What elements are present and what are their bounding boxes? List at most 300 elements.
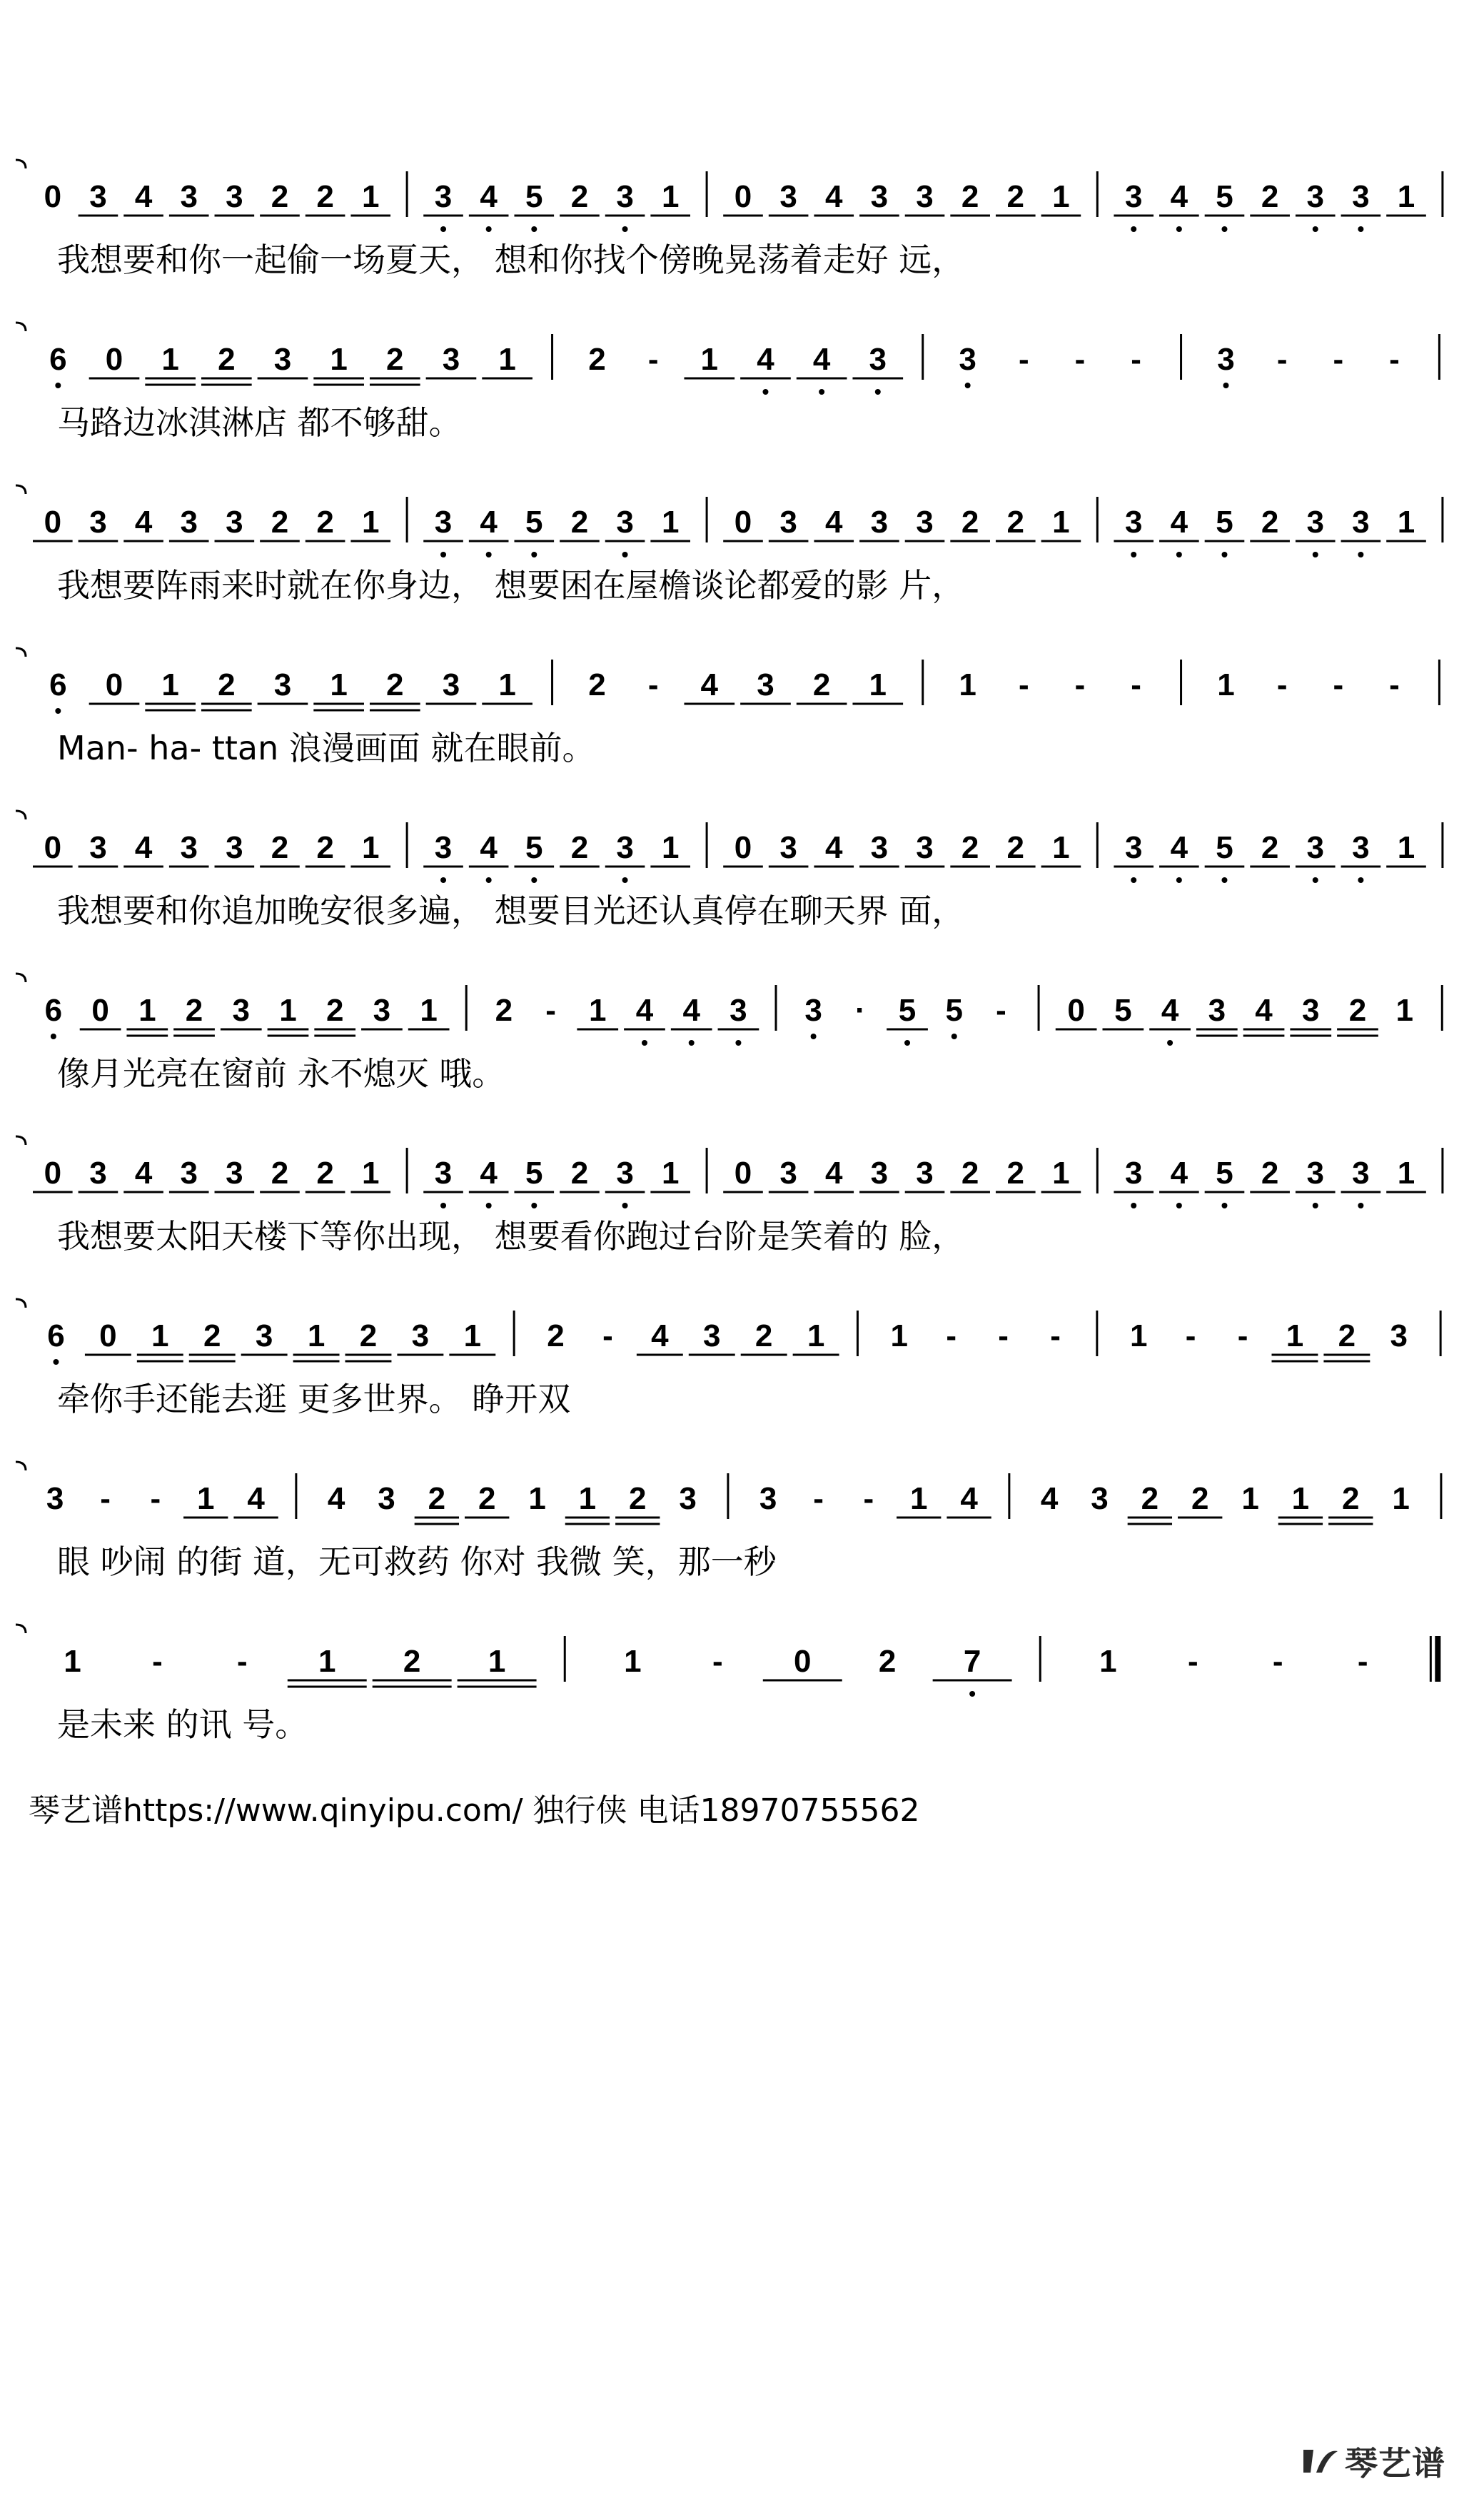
note: 7 (963, 1644, 981, 1679)
lower-octave-dot (440, 552, 446, 557)
note: 1 (1217, 667, 1235, 702)
lyric-line: 牵你手还能去逛 更多世界。 睁开双 (57, 1380, 571, 1418)
note: - (1276, 667, 1288, 702)
lower-octave-dot (1176, 226, 1182, 232)
note: 3 (616, 179, 634, 214)
lower-octave-dot (1358, 1203, 1363, 1208)
note: 2 (961, 179, 979, 214)
lower-octave-dot (952, 1034, 957, 1039)
note: 3 (442, 342, 460, 377)
note: 3 (804, 993, 822, 1028)
note: 5 (1216, 1156, 1233, 1191)
note: 2 (570, 1156, 589, 1191)
note: 3 (1306, 505, 1324, 540)
note: 2 (547, 1318, 565, 1353)
lower-octave-dot (55, 383, 61, 388)
site-logo (1301, 2440, 1458, 2483)
note: - (602, 1318, 613, 1353)
note: - (1074, 342, 1086, 377)
note: 5 (945, 993, 963, 1028)
note: 3 (46, 1481, 64, 1516)
note: 1 (318, 1644, 336, 1679)
lyric-line: 我想要和你追加晚安很多遍， 想要目光还认真停在聊天界 面， (57, 892, 965, 930)
lower-octave-dot (969, 1691, 975, 1697)
note: 1 (661, 830, 680, 865)
lower-octave-dot (622, 552, 628, 557)
note: 3 (226, 830, 243, 865)
note: 1 (578, 1481, 597, 1516)
note: 3 (411, 1318, 430, 1353)
note: 1 (488, 1644, 506, 1679)
note: 4 (327, 1481, 345, 1516)
system-start-mark (16, 1299, 26, 1308)
note: 2 (359, 1318, 378, 1353)
note: 2 (570, 830, 589, 865)
note: 0 (44, 830, 62, 865)
note: 3 (1124, 179, 1143, 214)
lower-octave-dot (531, 226, 537, 232)
note: 2 (1006, 505, 1025, 540)
note: - (150, 1481, 161, 1516)
note: 4 (134, 830, 153, 865)
lower-octave-dot (486, 552, 492, 557)
lower-octave-dot (1221, 877, 1227, 883)
note: - (1333, 342, 1344, 377)
note: 3 (378, 1481, 395, 1516)
note: 0 (734, 179, 752, 214)
lyric-line: 我想要太阳天楼下等你出现， 想要看你跑过台阶是笑着的 脸， (57, 1217, 965, 1256)
note: - (545, 993, 556, 1028)
note: 6 (49, 342, 67, 377)
note: 3 (916, 1156, 934, 1191)
note: 5 (1216, 505, 1233, 540)
lower-octave-dot (1221, 552, 1227, 557)
note: 2 (588, 667, 606, 702)
note: 4 (480, 1156, 498, 1191)
note: 1 (361, 505, 380, 540)
note: 4 (1040, 1481, 1059, 1516)
note: 3 (1306, 830, 1324, 865)
note: 3 (870, 1156, 889, 1191)
note: 2 (629, 1481, 647, 1516)
lower-octave-dot (1358, 226, 1363, 232)
lower-octave-dot (51, 1034, 56, 1039)
lyric-line: 像月光亮在窗前 永不熄灭 哦。 (57, 1054, 505, 1093)
note: 2 (218, 342, 236, 377)
note: 3 (870, 830, 889, 865)
note: 2 (1261, 505, 1279, 540)
system-start-mark (16, 1136, 26, 1145)
lower-octave-dot (486, 226, 492, 232)
note: 1 (1397, 179, 1415, 214)
lower-octave-dot (689, 1040, 695, 1046)
note: 3 (1124, 830, 1143, 865)
note: - (1131, 667, 1141, 702)
system-start-mark (16, 811, 26, 819)
note: 2 (1348, 993, 1367, 1028)
lower-octave-dot (1176, 1203, 1182, 1208)
note: 1 (1395, 993, 1413, 1028)
system-start-mark (16, 1625, 26, 1633)
system-start-mark (16, 648, 26, 657)
lower-octave-dot (1176, 877, 1182, 883)
note: 0 (44, 179, 62, 214)
note: 2 (386, 667, 404, 702)
note: 2 (1006, 1156, 1025, 1191)
note: 2 (316, 830, 334, 865)
note: 2 (570, 505, 589, 540)
lower-octave-dot (1131, 877, 1136, 883)
note: 5 (525, 505, 543, 540)
note: 1 (1241, 1481, 1259, 1516)
note: 3 (180, 1156, 198, 1191)
note: 1 (869, 667, 887, 702)
lower-octave-dot (1223, 383, 1228, 388)
note: 5 (898, 993, 917, 1028)
lyric-line: 是未来 的讯 号。 (57, 1705, 308, 1744)
note: 1 (661, 179, 680, 214)
note: 2 (1338, 1318, 1356, 1353)
note: 3 (273, 342, 292, 377)
note: 2 (271, 179, 289, 214)
note: 1 (1052, 505, 1070, 540)
note: 4 (1255, 993, 1273, 1028)
lower-octave-dot (1131, 226, 1136, 232)
note: 3 (1208, 993, 1226, 1028)
note: - (1050, 1318, 1061, 1353)
note: 2 (1261, 179, 1279, 214)
note: 0 (105, 667, 123, 702)
note: 3 (226, 179, 243, 214)
note: 4 (1170, 179, 1188, 214)
note: - (647, 667, 659, 702)
note: 1 (64, 1644, 81, 1679)
note: 1 (661, 505, 680, 540)
note: 1 (890, 1318, 909, 1353)
lyric-line: 我想要和你一起偷一场夏天， 想和你找个傍晚晃荡着走好 远， (57, 241, 965, 279)
note: 5 (1216, 830, 1233, 865)
note: 2 (316, 505, 334, 540)
note: - (1018, 342, 1029, 377)
note: 1 (1397, 830, 1415, 865)
note: - (1185, 1318, 1196, 1353)
note: 1 (1397, 1156, 1415, 1191)
note: 1 (1392, 1481, 1410, 1516)
note: 3 (1352, 830, 1370, 865)
note: 3 (779, 179, 797, 214)
note: 6 (49, 667, 67, 702)
note: 1 (330, 667, 348, 702)
note: 3 (434, 179, 453, 214)
lower-octave-dot (622, 877, 628, 883)
note: 0 (734, 830, 752, 865)
lower-octave-dot (1313, 552, 1318, 557)
note: 3 (442, 667, 460, 702)
lower-octave-dot (735, 1040, 741, 1046)
note: 3 (916, 179, 934, 214)
note: 5 (525, 830, 543, 865)
lower-octave-dot (819, 389, 824, 395)
lower-octave-dot (1131, 1203, 1136, 1208)
note: 4 (480, 505, 498, 540)
lower-octave-dot (1358, 552, 1363, 557)
note: 3 (434, 830, 453, 865)
note: 4 (1170, 505, 1188, 540)
note: 3 (89, 1156, 107, 1191)
note: 2 (495, 993, 513, 1028)
note: 3 (1124, 505, 1143, 540)
note: - (1333, 667, 1344, 702)
lower-octave-dot (1313, 877, 1318, 883)
note: 3 (180, 830, 198, 865)
note: - (996, 993, 1006, 1028)
lower-octave-dot (440, 226, 446, 232)
note: 2 (588, 342, 606, 377)
note: 0 (44, 1156, 62, 1191)
note: 3 (373, 993, 391, 1028)
note: 2 (386, 342, 404, 377)
lower-octave-dot (762, 389, 768, 395)
note: 3 (959, 342, 976, 377)
note: 1 (624, 1644, 642, 1679)
note: - (813, 1481, 824, 1516)
note: - (998, 1318, 1009, 1353)
footer-credit: 琴艺谱https://www.qinyipu.com/ 独行侠 电话18970755562 (29, 1792, 920, 1829)
note: 4 (480, 830, 498, 865)
logo-text: 琴艺谱 (1345, 2444, 1445, 2483)
note: 3 (1306, 1156, 1324, 1191)
note: 1 (138, 993, 156, 1028)
note: 0 (734, 1156, 752, 1191)
note: 4 (651, 1318, 669, 1353)
system-start-mark (16, 974, 26, 982)
note: 3 (616, 505, 634, 540)
system-start-mark (16, 1462, 26, 1470)
note: 1 (361, 179, 380, 214)
note: 1 (700, 342, 719, 377)
note: 1 (1286, 1318, 1304, 1353)
note: 2 (1006, 179, 1025, 214)
note: 1 (151, 1318, 169, 1353)
lower-octave-dot (1313, 226, 1318, 232)
lower-octave-dot (965, 383, 971, 388)
note: - (647, 342, 659, 377)
note: - (152, 1644, 163, 1679)
note: 2 (203, 1318, 221, 1353)
note: 3 (180, 179, 198, 214)
note: 4 (960, 1481, 978, 1516)
note: 1 (1052, 830, 1070, 865)
note: 3 (434, 505, 453, 540)
note: 1 (279, 993, 297, 1028)
note: 1 (589, 993, 607, 1028)
note: 2 (812, 667, 831, 702)
note: 1 (498, 342, 516, 377)
note: 4 (1170, 1156, 1188, 1191)
note: - (236, 1644, 248, 1679)
note: 4 (825, 830, 843, 865)
note: 3 (869, 342, 887, 377)
note: 5 (1216, 179, 1233, 214)
note: 2 (961, 505, 979, 540)
note: 0 (794, 1644, 812, 1679)
note: 1 (498, 667, 516, 702)
note: 3 (89, 830, 107, 865)
note: 3 (232, 993, 250, 1028)
note: 1 (807, 1318, 825, 1353)
note: 3 (916, 505, 934, 540)
note: 0 (1067, 993, 1085, 1028)
note: 3 (757, 667, 774, 702)
note: 4 (134, 1156, 153, 1191)
note: - (1074, 667, 1086, 702)
note: 5 (525, 179, 543, 214)
note: - (1187, 1644, 1198, 1679)
note: 4 (480, 179, 498, 214)
lower-octave-dot (875, 389, 881, 395)
note: 4 (825, 1156, 843, 1191)
note: - (1357, 1644, 1368, 1679)
note: 3 (1352, 179, 1370, 214)
note: 3 (703, 1318, 721, 1353)
note: 3 (180, 505, 198, 540)
lyric-line: 马路边冰淇淋店 都不够甜。 (57, 403, 462, 442)
lower-octave-dot (1313, 1203, 1318, 1208)
note: 1 (420, 993, 438, 1028)
note: 4 (1161, 993, 1179, 1028)
lower-octave-dot (622, 1203, 628, 1208)
note: 1 (1129, 1318, 1148, 1353)
lower-octave-dot (440, 877, 446, 883)
note: 3 (616, 830, 634, 865)
note: - (1389, 667, 1400, 702)
note: 2 (878, 1644, 897, 1679)
note: 3 (916, 830, 934, 865)
note: 2 (1006, 830, 1025, 865)
lower-octave-dot (904, 1040, 910, 1046)
note: 3 (89, 505, 107, 540)
lyric-line: Man- ha- ttan 浪漫画面 就在眼前。 (57, 729, 595, 767)
note: - (1131, 342, 1141, 377)
lower-octave-dot (1167, 1040, 1173, 1046)
note: 4 (635, 993, 654, 1028)
logo-mark-icon (1301, 2444, 1341, 2478)
lower-octave-dot (811, 1034, 817, 1039)
lower-octave-dot (531, 552, 537, 557)
note: 3 (1217, 342, 1235, 377)
note: 0 (734, 505, 752, 540)
note: 3 (1352, 1156, 1370, 1191)
note: 1 (161, 667, 179, 702)
note: 1 (661, 1156, 680, 1191)
note: 0 (91, 993, 109, 1028)
system-start-mark (16, 160, 26, 168)
note: - (1389, 342, 1400, 377)
note: 4 (825, 179, 843, 214)
note: 4 (1170, 830, 1188, 865)
note: 3 (89, 179, 107, 214)
lyric-line: 眼 吵闹 的街 道，无可救药 你对 我微 笑，那一秒 (57, 1543, 777, 1581)
note: 3 (779, 830, 797, 865)
note: 3 (870, 505, 889, 540)
note: 4 (700, 667, 719, 702)
lower-octave-dot (1221, 226, 1227, 232)
note: 3 (255, 1318, 273, 1353)
note: 6 (44, 993, 63, 1028)
note: 2 (403, 1644, 421, 1679)
note: 2 (271, 1156, 289, 1191)
note: 2 (271, 830, 289, 865)
note: 3 (1091, 1481, 1109, 1516)
lyric-line: 我想要阵雨来时就在你身边， 想要困在屋檐谈论都爱的影 片， (57, 566, 965, 605)
note: 1 (1397, 505, 1415, 540)
note: - (946, 1318, 957, 1353)
note: 4 (134, 179, 153, 214)
note: 2 (316, 179, 334, 214)
note: 1 (361, 830, 380, 865)
note: 2 (570, 179, 589, 214)
note: - (100, 1481, 111, 1516)
note: 3 (1390, 1318, 1408, 1353)
note: - (1237, 1318, 1248, 1353)
note: 1 (1052, 179, 1070, 214)
lower-octave-dot (531, 877, 537, 883)
note: 2 (1141, 1481, 1159, 1516)
note: 1 (1052, 1156, 1070, 1191)
lower-octave-dot (1176, 552, 1182, 557)
note: 3 (779, 1156, 797, 1191)
lower-octave-dot (53, 1359, 59, 1365)
note: 2 (961, 830, 979, 865)
lower-octave-dot (1358, 877, 1363, 883)
note: 2 (1261, 830, 1279, 865)
note: 3 (273, 667, 292, 702)
note: 1 (1099, 1644, 1117, 1679)
note: 4 (757, 342, 774, 377)
note: 4 (812, 342, 831, 377)
note: 5 (1114, 993, 1132, 1028)
note: 2 (1191, 1481, 1209, 1516)
note: 4 (682, 993, 700, 1028)
note: 3 (779, 505, 797, 540)
note: 1 (463, 1318, 482, 1353)
lower-octave-dot (642, 1040, 647, 1046)
note: 2 (271, 505, 289, 540)
note: 3 (1352, 505, 1370, 540)
note: 1 (1291, 1481, 1310, 1516)
note: 1 (909, 1481, 928, 1516)
note: 2 (1342, 1481, 1360, 1516)
note: 4 (825, 505, 843, 540)
note: 4 (247, 1481, 265, 1516)
note: 5 (525, 1156, 543, 1191)
system-start-mark (16, 323, 26, 331)
lower-octave-dot (55, 708, 61, 714)
lower-octave-dot (1221, 1203, 1227, 1208)
note: 1 (528, 1481, 546, 1516)
note: 1 (361, 1156, 380, 1191)
note: 6 (47, 1318, 65, 1353)
note: 3 (730, 993, 747, 1028)
note: 0 (44, 505, 62, 540)
lower-octave-dot (1131, 552, 1136, 557)
note: 2 (316, 1156, 334, 1191)
note: 1 (161, 342, 179, 377)
note: 2 (961, 1156, 979, 1191)
note: 2 (428, 1481, 446, 1516)
note: 3 (1306, 179, 1324, 214)
note: - (712, 1644, 723, 1679)
